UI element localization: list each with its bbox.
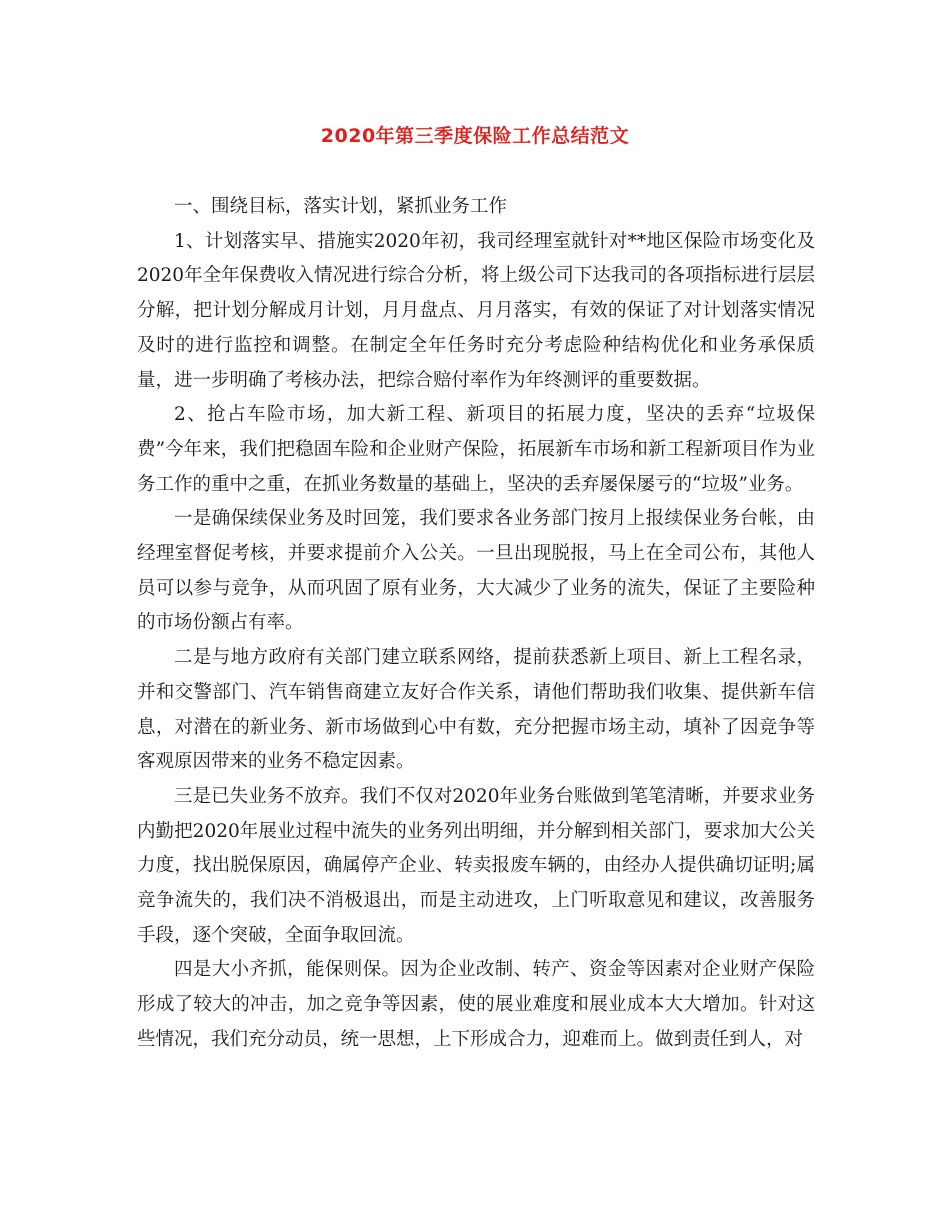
- document-body: [137, 190, 815, 1058]
- paragraph: 一是确保续保业务及时回笼，我们要求各业务部门按月上报续保业务台帐，由经理室督促考核，并要求提前介入公关。一旦出现脱报，马上在全司公布，其他人员可以参与竞争，从而巩固了原有业务，大大减少了业务的流失，保证了主要险种的市场份额占有率。: [137, 508, 815, 634]
- paragraph: 2、抢占车险市场，加大新工程、新项目的拓展力度，坚决的丢弃“垃圾保费”今年来，我们把稳固车险和企业财产保险，拓展新车市场和新工程新项目作为业务工作的重中之重，在抓业务数量的基础上，坚决的丢弃屡保屡亏的“垃圾”业务。: [137, 404, 815, 495]
- document-title: 2020年第三季度保险工作总结范文: [320, 125, 630, 147]
- paragraph: 四是大小齐抓，能保则保。因为企业改制、转产、资金等因素对企业财产保险形成了较大的冲击，加之竞争等因素，使的展业难度和展业成本大大增加。针对这些情况，我们充分动员，统一思想，上下形成合力，迎难而上。做到责任到人，对: [137, 959, 815, 1050]
- paragraph: 1、计划落实早、措施实2020年初，我司经理室就针对**地区保险市场变化及2020年全年保费收入情况进行综合分析，将上级公司下达我司的各项指标进行层层分解，把计划分解成月计划，月月盘点、月月落实，有效的保证了对计划落实情况及时的进行监控和调整。在制定全年任务时充分考虑险种结构优化和业务承保质量，进一步明确了考核办法，把综合赔付率作为年终测评的重要数据。: [137, 230, 815, 391]
- paragraph: 三是已失业务不放弃。我们不仅对2020年业务台账做到笔笔清晰，并要求业务内勤把2020年展业过程中流失的业务列出明细，并分解到相关部门，要求加大公关力度，找出脱保原因，确属停产企业、转卖报废车辆的，由经办人提供确切证明;属竞争流失的，我们决不消极退出，而是主动进攻，上门听取意见和建议，改善服务手段，逐个突破，全面争取回流。: [137, 785, 815, 946]
- paragraph: 二是与地方政府有关部门建立联系网络，提前获悉新上项目、新上工程名录，并和交警部门、汽车销售商建立友好合作关系，请他们帮助我们收集、提供新车信息，对潜在的新业务、新市场做到心中有数，充分把握市场主动，填补了因竞争等客观原因带来的业务不稳定因素。: [137, 647, 815, 773]
- section-heading: 一、围绕目标，落实计划，紧抓业务工作: [174, 196, 508, 217]
